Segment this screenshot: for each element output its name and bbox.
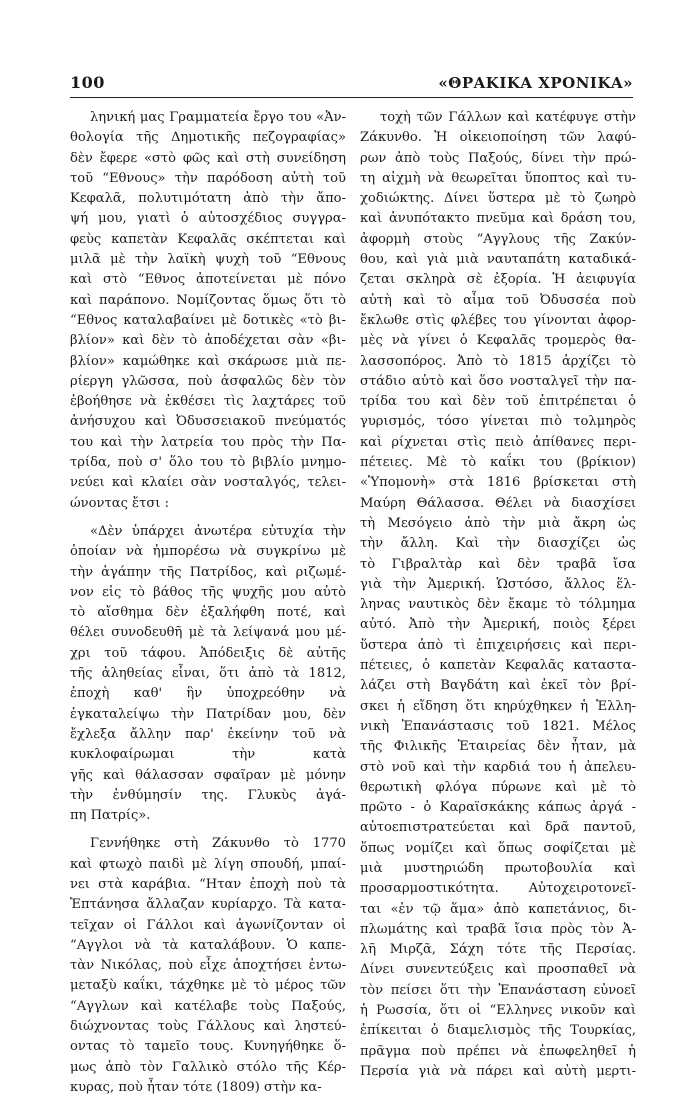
text-line: τὴν ἄλλη. Καὶ τὴν διασχίζει ὡς bbox=[360, 536, 636, 552]
text-line: γυρισμός, τόσο γίνεται πιὸ τολμηρὸς bbox=[360, 414, 636, 430]
text-line: τη αἰχμὴ νὰ θεωρεῖται ὕποπτος καὶ τυ- bbox=[360, 170, 636, 186]
text-line: στὸ νοῦ καὶ τὴν καρδιά του ἡ ἀπελευ- bbox=[360, 759, 636, 775]
text-line: θολογία τῆς Δημοτικῆς πεζογραφίας» bbox=[70, 130, 346, 146]
text-line: τοχὴ τῶν Γάλλων καὶ κατέφυγε στὴν bbox=[380, 110, 636, 125]
text-line: ἀφορμὴ στοὺς “Αγγλους τῆς Ζακύν- bbox=[360, 231, 636, 247]
text-line: πρᾶγμα ποὺ πρέπει νὰ ἐπωφεληθεῖ ἡ bbox=[360, 1043, 636, 1059]
text-line: γῆς καὶ θάλασσαν σφαῖραν μὲ μόνην bbox=[70, 767, 346, 783]
text-line: ὕστερα ἀπὸ τὶ ἐπιχειρήσεις καὶ περι- bbox=[360, 637, 636, 653]
text-line: τρίδα του καὶ δὲν τοῦ ἐπιτρέπεται ὁ bbox=[360, 394, 636, 410]
text-line: “Εθνος καταλαβαίνει μὲ δοτικὲς «τὸ βι- bbox=[70, 312, 346, 328]
text-line: μιλᾶ μὲ τὴν λαϊκὴ ψυχὴ τοῦ “Εθνους bbox=[70, 252, 346, 268]
text-line: τῆς ἀληθείας εἶναι, ὅτι ἀπὸ τὰ 1812, bbox=[70, 666, 346, 682]
text-line: διώχνοντας τοὺς Γάλλους καὶ ληστεύ- bbox=[70, 1019, 346, 1035]
text-line: πέτειες, ὁ καπετὰν Κεφαλᾶς καταστα- bbox=[360, 658, 636, 674]
text-line: Ζάκυνθο. Ἡ οἰκειοποίηση τῶν λαφύ- bbox=[360, 130, 636, 146]
text-line: Μαύρη Θάλασσα. Θέλει νὰ διασχίσει bbox=[360, 495, 636, 511]
text-line: του καὶ τὴν λατρεία του πρὸς τὴν Πα- bbox=[70, 434, 346, 450]
page-header bbox=[70, 68, 633, 92]
text-line: αὐτό. Ἀπὸ τὴν Ἀμερική, ποιὸς ξέρει bbox=[360, 617, 636, 633]
text-line: νον εἰς τὸ βάθος τῆς ψυχῆς μου αὐτὸ bbox=[70, 584, 346, 600]
journal-title: «ΘΡΑΚΙΚΑ ΧΡΟΝΙΚΑ» bbox=[438, 74, 633, 92]
text-line: πλωμάτης καὶ τραβᾶ ἴσια πρὸς τὸν Ἀ- bbox=[360, 921, 636, 937]
text-line: καὶ παράπονο. Νομίζοντας ὅμως ὅτι τὸ bbox=[70, 292, 346, 308]
text-line: ληνική μας Γραμματεία ἔργο του «Ἀν- bbox=[90, 110, 346, 125]
right-paragraph-1 bbox=[360, 108, 636, 1082]
text-line: καὶ φτωχὸ παιδὶ μὲ λίγη σπουδή, μπαί- bbox=[70, 856, 346, 872]
text-line: δὲν ἔφερε «στὸ φῶς καὶ στὴ συνείδηση bbox=[70, 150, 346, 166]
text-line: χρι τοῦ τάφου. Ἀπόδειξις δὲ αὐτῆς bbox=[70, 645, 346, 661]
text-line: τὸ αἴσθημα δὲν ἐξαλήφθη ποτέ, καὶ bbox=[70, 605, 346, 621]
text-line: γιὰ τὴν Ἀμερική. Ὡστόσο, ἄλλος ἕλ- bbox=[360, 576, 636, 592]
text-line: τοῦ “Εθνους» τὴν παρόδοση αὐτὴ τοῦ bbox=[70, 170, 346, 186]
text-line: τὸ Γιβραλτὰρ καὶ δὲν τραβᾶ ἴσα bbox=[360, 556, 636, 572]
text-line: ὅπως νομίζει καὶ ὅπως σοφίζεται μὲ bbox=[360, 840, 636, 856]
text-line: στάδιο αὐτὸ καὶ ὅσο νοσταλγεῖ τὴν πα- bbox=[360, 373, 636, 389]
text-line: οντας τὸ ταμεῖο τους. Κυνηγήθηκε ὅ- bbox=[70, 1039, 346, 1055]
text-line: λάζει στὴ Βαγδάτη καὶ ἐκεῖ τὸν βρί- bbox=[360, 678, 636, 694]
text-line: τὴ Μεσόγειο ἀπὸ τὴν μιὰ ἄκρη ὡς bbox=[360, 515, 636, 531]
text-line: τὴν ἀγάπην τῆς Πατρίδος, καὶ ριζωμέ- bbox=[70, 564, 346, 580]
text-line: θέλει συνοδευθῆ μὲ τὰ λείψανά μου μέ- bbox=[70, 625, 346, 641]
text-line: «Δὲν ὑπάρχει ἀνωτέρα εὐτυχία τὴν bbox=[90, 523, 346, 539]
text-line: λῆ Μιρζᾶ, Σάχη τότε τῆς Περσίας. bbox=[360, 942, 636, 958]
text-line: ἔκλωθε στὶς φλέβες του γίνονται ἀφορ- bbox=[360, 312, 636, 328]
text-line: καὶ στὸ “Εθνος ἀποτείνεται μὲ πόνο bbox=[70, 272, 346, 288]
text-line: ἐγκαταλείψω τὴν Πατρίδαν μου, δὲν bbox=[70, 706, 346, 722]
text-line: ται «ἐν τῷ ἅμα» ἀπὸ καπετάνιος, δι- bbox=[360, 901, 636, 917]
left-quote-paragraph bbox=[70, 522, 346, 826]
text-line: Περσία γιὰ νὰ πάρει καὶ αὐτὴ μερτι- bbox=[360, 1063, 636, 1079]
text-line: θου, καὶ γιὰ μιὰ ναυταπάτη καταδικά- bbox=[360, 252, 636, 268]
text-line: χοδιώκτης. Δίνει ὕστερα μὲ τὸ ζωηρὸ bbox=[360, 191, 636, 207]
page-number: 100 bbox=[70, 73, 105, 92]
text-line: κυρας, ποὺ ἦταν τότε (1809) στὴν κα- bbox=[70, 1079, 322, 1095]
text-line: ἐβοήθησε νὰ ἐκθέσει τὶς λαχτάρες τοῦ bbox=[70, 394, 346, 410]
text-line: πη Πατρίς». bbox=[70, 808, 151, 824]
text-line: τεῖχαν οἱ Γάλλοι καὶ ἀγωνίζονταν οἱ bbox=[70, 917, 346, 933]
text-line: κυκλοφαίρωμαι τὴν κατὰ bbox=[70, 747, 346, 763]
text-line: νικὴ Ἐπανάστασις τοῦ 1821. Μέλος bbox=[360, 718, 636, 734]
text-line: πέτειες. Μὲ τὸ καΐκι του (βρίκιον) bbox=[360, 455, 636, 471]
text-line: καὶ ρίχνεται στὶς πειὸ ἀπίθανες περι- bbox=[360, 434, 636, 450]
text-line: ἐπίκειται ὁ διαμελισμὸς τῆς Τουρκίας, bbox=[360, 1023, 636, 1039]
text-line: τὴν ἐνθύμησίν της. Γλυκὺς ἀγά- bbox=[70, 787, 346, 803]
text-line: αὐτὴ καὶ τὸ αἷμα τοῦ Ὀδυσσέα ποὺ bbox=[360, 292, 636, 308]
text-line: “Αγγλων καὶ κατέλαβε τοὺς Παξούς, bbox=[70, 998, 346, 1014]
text-line: τρίδα, ποὺ σ' ὅλο του τὸ βιβλίο μνημο- bbox=[70, 455, 346, 471]
text-line: ρων ἀπὸ τοὺς Παξούς, δίνει τὴν πρώ- bbox=[360, 150, 636, 166]
text-line: νεύει καὶ κλαίει σὰν νοσταλγός, τελει- bbox=[70, 475, 346, 491]
text-line: ζεται σκληρὰ σὲ ἐξορία. Ἡ ἀειφυγία bbox=[360, 272, 636, 288]
text-line: τὸν πείσει ὅτι τὴν Ἐπανάσταση εὐνοεῖ bbox=[360, 982, 636, 998]
text-line: ρίεργη γλῶσσα, ποὺ ἀσφαλῶς δὲν τὸν bbox=[70, 373, 346, 389]
text-line: ώνοντας ἔτσι : bbox=[70, 495, 169, 511]
text-line: σκει ἡ εἴδηση ὅτι κηρύχθηκεν ἡ Ἑλλη- bbox=[360, 698, 636, 714]
text-line: μιὰ μυστηριώδη πρωτοβουλία καὶ bbox=[360, 860, 636, 876]
text-line: βλίον» καὶ δὲν τὸ ἀποδέχεται σὰν «βι- bbox=[70, 333, 346, 349]
text-line: Δίνει συνεντεύξεις καὶ προσπαθεῖ νὰ bbox=[360, 962, 636, 978]
text-line: “Αγγλοι νὰ τὰ καταλάβουν. Ὁ καπε- bbox=[70, 937, 346, 953]
text-line: μεταξὺ καΐκι, τάχθηκε μὲ τὸ μέρος τῶν bbox=[70, 978, 346, 994]
text-line: τῆς Φιλικῆς Ἑταιρείας δὲν ἦταν, μὰ bbox=[360, 739, 636, 755]
text-line: «Ὑπομονὴ» στὰ 1816 βρίσκεται στὴ bbox=[360, 475, 636, 491]
text-line: νει στὰ καράβια. “Ηταν ἐποχὴ ποὺ τὰ bbox=[70, 876, 346, 892]
text-line: πρῶτο - ὁ Καραϊσκάκης κάπως ἀργά - bbox=[360, 800, 636, 816]
left-column bbox=[70, 108, 346, 1098]
right-column bbox=[360, 108, 636, 1082]
text-line: προσαρμοστικότητα. Αὐτοχειροτονεῖ- bbox=[360, 881, 636, 897]
text-line: μὲς νὰ γίνει ὁ Κεφαλᾶς τρομερὸς θα- bbox=[360, 333, 636, 349]
left-paragraph-1 bbox=[70, 108, 346, 514]
left-paragraph-3 bbox=[70, 834, 346, 1098]
text-line: τὰν Νικόλας, ποὺ εἶχε ἀποχτήσει ἐντω- bbox=[70, 958, 346, 974]
text-line: λασσοπόρος. Ἀπὸ τὸ 1815 ἀρχίζει τὸ bbox=[360, 353, 636, 369]
text-line: ὁποίαν νὰ ἠμπορέσω νὰ συγκρίνω μὲ bbox=[70, 544, 346, 560]
text-line: μως ἀπὸ τὸν Γαλλικὸ στόλο τῆς Κέρ- bbox=[70, 1059, 346, 1075]
text-line: φεὺς καπετὰν Κεφαλᾶς σκέπτεται καὶ bbox=[70, 231, 346, 247]
text-line: ἐποχὴ καθ' ἣν ὑποχρεόθην νὰ bbox=[70, 686, 346, 702]
header-rule bbox=[70, 97, 633, 98]
text-line: ψή μου, γιατὶ ὁ αὐτοσχέδιος συγγρα- bbox=[70, 211, 346, 227]
text-line: αὐτοεπιστρατεύεται καὶ δρᾶ παντοῦ, bbox=[360, 820, 636, 836]
text-line: Κεφαλᾶ, πολυτιμότατη ἀπὸ τὴν ἄπο- bbox=[70, 191, 346, 207]
text-line: Γεννήθηκε στὴ Ζάκυνθο τὸ 1770 bbox=[90, 836, 346, 852]
text-line: ἡ Ρωσσία, ὅτι οἱ “Ελληνες νικοῦν καὶ bbox=[360, 1003, 636, 1019]
text-line: ληνας ναυτικὸς δὲν ἔκαμε τὸ τόλμημα bbox=[360, 597, 636, 613]
text-line: ἀνήσυχου καὶ Ὀδυσσειακοῦ πνεύματός bbox=[70, 414, 346, 430]
text-line: βλίον» καμώθηκε καὶ σκάρωσε μιὰ πε- bbox=[70, 353, 346, 369]
text-line: καὶ ἀνυπότακτο πνεῦμα καὶ δράση του, bbox=[360, 211, 636, 227]
text-line: θερωτικὴ φλόγα πύρωνε καὶ μὲ τὸ bbox=[360, 779, 636, 795]
text-line: Ἑπτάνησα ἄλλαζαν κυρίαρχο. Τὰ κατα- bbox=[70, 897, 346, 913]
text-line: ἔχλεξα ἄλλην παρ' ἐκείνην τοῦ νὰ bbox=[70, 726, 346, 742]
